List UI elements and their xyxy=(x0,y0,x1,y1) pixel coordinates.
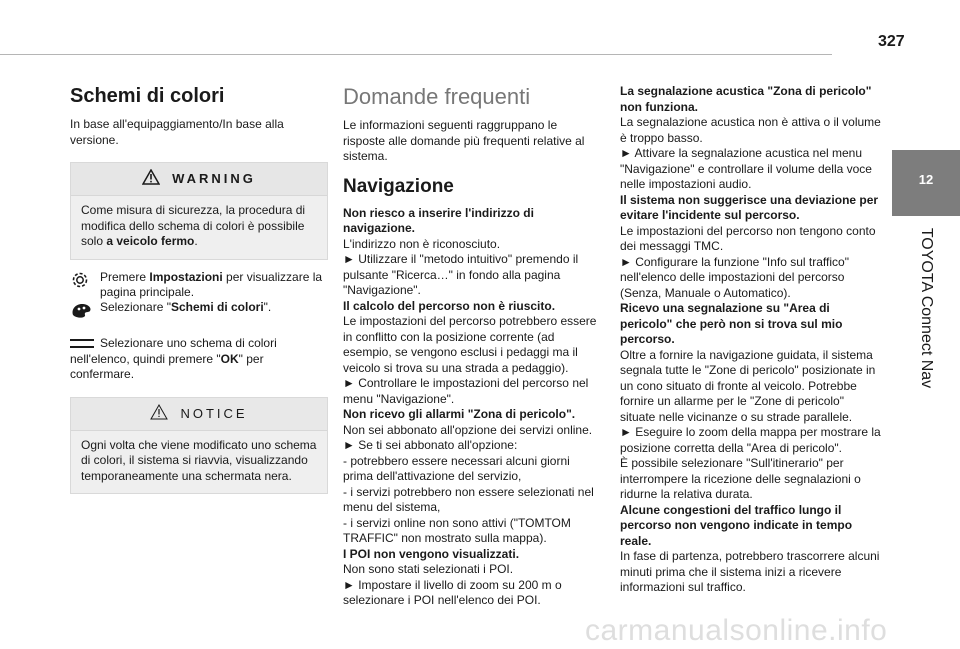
solution: ► Se ti sei abbonato all'opzione: xyxy=(343,438,518,452)
warning-body xyxy=(71,196,327,259)
column-faq-continued xyxy=(620,84,882,596)
step2-pre: Selezionare " xyxy=(100,299,171,314)
question xyxy=(343,547,601,563)
chapter-number: 12 xyxy=(918,172,934,187)
chapter-label: TOYOTA Connect Nav xyxy=(918,227,935,389)
list-item: - potrebbero essere necessari alcuni giorni prima dell'attivazione del servizio, xyxy=(343,453,570,483)
faq-title: Domande frequenti xyxy=(343,84,531,109)
answer: In fase di partenza, potrebbero trascorrere alcuni minuti prima che il sistema inizi a ricevere informazioni sul traffico. xyxy=(620,549,880,594)
question xyxy=(343,206,601,237)
step-settings xyxy=(70,270,328,301)
step1-pre: Premere xyxy=(100,269,150,284)
answer: Le impostazioni del percorso non tengono conto dei messaggi TMC. xyxy=(620,223,876,253)
step2-text xyxy=(100,300,271,316)
intro-text: In base all'equipaggiamento/In base alla versione. xyxy=(70,117,284,147)
section-title: Schemi di colori xyxy=(70,85,225,107)
answer: È possibile selezionare "Sull'itinerario" per interrompere la ricezione delle segnalazioni o ridurne la relativa durata. xyxy=(620,456,861,501)
answer: L'indirizzo non è riconosciuto. xyxy=(343,236,501,251)
step3-bold: OK xyxy=(220,351,239,366)
question xyxy=(620,301,882,348)
step1-text xyxy=(100,270,328,301)
warning-text: Come misura di sicurezza, la procedura di modifica dello schema di colori è possibile solo xyxy=(81,203,306,248)
answer: Le impostazioni del percorso potrebbero essere in conflitto con la posizione corrente (ad esempio, se vengono esclusi i pedaggi ma il veicolo si trova su una strada a pedaggio). xyxy=(343,314,597,375)
column-faq-navigation xyxy=(343,84,601,609)
navigation-subtitle: Navigazione xyxy=(343,175,454,197)
column-color-schemes xyxy=(70,84,328,494)
notice-box xyxy=(70,397,328,495)
step1-post: per visualizzare la pagina principale. xyxy=(100,269,323,299)
question-text: Il calcolo del percorso non è riuscito. xyxy=(343,298,556,313)
question-text: Alcune congestioni del traffico lungo il percorso non vengono indicate in tempo reale. xyxy=(620,502,853,548)
list-item: - i servizi online non sono attivi ("TOMTOM TRAFFIC" non mostrato sulla mappa). xyxy=(343,515,571,545)
step1-bold: Impostazioni xyxy=(149,269,223,284)
palette-icon xyxy=(70,300,94,325)
question xyxy=(343,299,601,315)
step3-post: " per confermare. xyxy=(70,351,264,381)
answer: La segnalazione acustica non è attiva o il volume è troppo basso. xyxy=(620,115,881,145)
solution: ► Configurare la funzione "Info sul traffico" nell'elenco delle impostazioni del percorso (Senza, Manuale o Automatico). xyxy=(620,254,849,300)
answer: Non sei abbonato all'opzione dei servizi online. xyxy=(343,422,593,437)
list-item: - i servizi potrebbero non essere selezionati nel menu del sistema, xyxy=(343,484,594,514)
gear-icon xyxy=(70,270,94,295)
solution: ► Attivare la segnalazione acustica nel menu "Navigazione" e controllare il volume della voce nelle impostazioni audio. xyxy=(620,146,872,191)
solution: ► Impostare il livello di zoom su 200 m o selezionare i POI nell'elenco dei POI. xyxy=(343,577,562,607)
solution: ► Controllare le impostazioni del percorso nel menu "Navigazione". xyxy=(343,376,589,406)
notice-header xyxy=(71,398,327,431)
page-number: 327 xyxy=(878,33,905,50)
question xyxy=(620,193,882,224)
notice-body xyxy=(71,431,327,494)
faq-intro: Le informazioni seguenti raggruppano le risposte alle domande più frequenti relative al sistema. xyxy=(343,118,585,163)
question xyxy=(620,503,882,550)
caution-icon xyxy=(150,404,168,424)
warning-bold: a veicolo fermo xyxy=(106,234,195,248)
list-icon xyxy=(70,338,94,354)
step2-bold: Schemi di colori xyxy=(170,299,264,314)
solution: ► Utilizzare il "metodo intuitivo" premendo il pulsante "Ricerca…" in fondo alla pagina "Navigazione". xyxy=(343,252,579,297)
question xyxy=(343,407,601,423)
notice-text: Ogni volta che viene modificato uno schema di colori, il sistema si riavvia, visualizzando temporaneamente una schermata nera. xyxy=(81,437,317,483)
step2-post: ". xyxy=(263,299,272,314)
step3-text xyxy=(70,336,328,383)
question-text: I POI non vengono visualizzati. xyxy=(343,546,520,561)
answer: Oltre a fornire la navigazione guidata, il sistema segnala tutte le "Zone di pericolo" posizionate in un cono situato di fronte al veicolo. Potrebbe fornire un allarme per le "Zone di pericolo" situate nelle vicinanze o su strade parallele. xyxy=(620,347,876,424)
warning-icon xyxy=(142,169,160,189)
warning-end: . xyxy=(194,234,198,248)
question-text: Ricevo una segnalazione su "Area di pericolo" che però non si trova sul mio percorso. xyxy=(620,301,843,346)
question-text: Non riesco a inserire l'indirizzo di navigazione. xyxy=(343,205,534,235)
step3-pre: Selezionare uno schema di colori nell'elenco, quindi premere " xyxy=(70,336,277,366)
solution: ► Eseguire lo zoom della mappa per mostrare la posizione corretta della "Area di pericolo". xyxy=(620,425,881,455)
watermark: carmanualsonline.info xyxy=(585,614,888,647)
notice-heading: NOTICE xyxy=(180,405,248,421)
question-text: Il sistema non suggerisce una deviazione per evitare l'incidente sul percorso. xyxy=(620,192,879,222)
warning-box xyxy=(70,162,328,260)
chapter-tab xyxy=(892,150,960,216)
question-text: La segnalazione acustica "Zona di pericolo" non funziona. xyxy=(620,84,872,114)
question xyxy=(620,84,882,115)
header-rule xyxy=(0,54,832,55)
answer: Non sono stati selezionati i POI. xyxy=(343,562,514,576)
warning-header xyxy=(71,163,327,196)
step-color-schemes xyxy=(70,300,328,325)
question-text: Non ricevo gli allarmi "Zona di pericolo". xyxy=(343,407,576,421)
warning-heading: WARNING xyxy=(172,171,256,187)
step-select-scheme xyxy=(70,336,328,383)
